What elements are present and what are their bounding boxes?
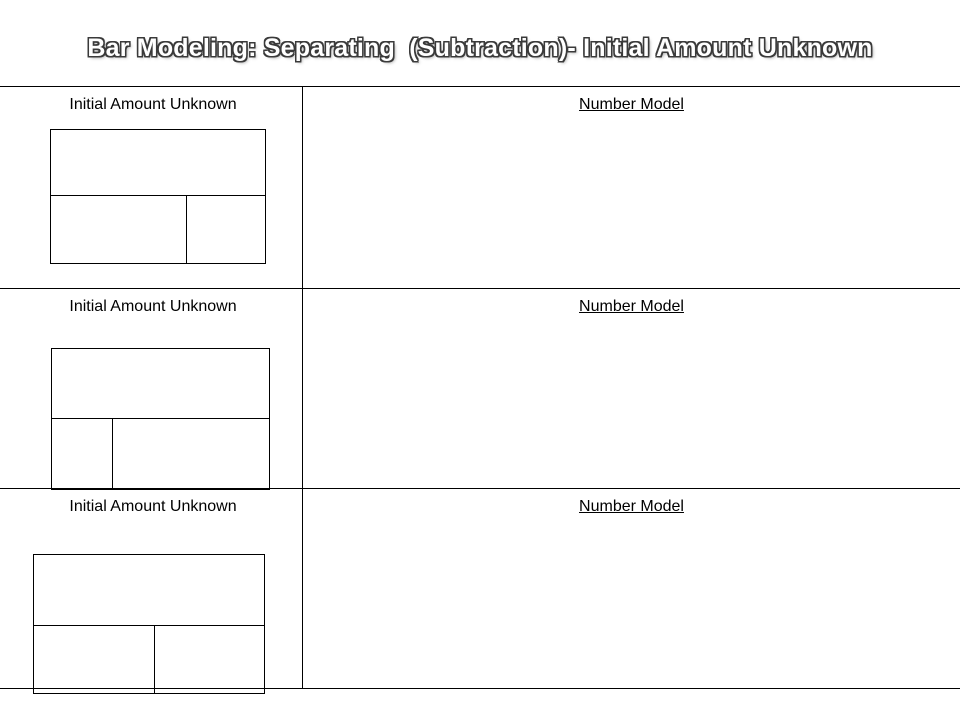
page-title: Bar Modeling: Separating (Subtraction)- Initial Amount Unknown bbox=[87, 34, 873, 62]
bar-horizontal-divider bbox=[50, 195, 266, 196]
bar-vertical-divider bbox=[154, 625, 155, 694]
whole-bar[interactable] bbox=[50, 129, 266, 264]
bar-horizontal-divider bbox=[33, 625, 265, 626]
whole-bar[interactable] bbox=[33, 554, 265, 694]
row-2-number-model-label: Number Model bbox=[579, 298, 684, 315]
row-3-initial-amount-label: Initial Amount Unknown bbox=[69, 498, 237, 515]
whole-bar[interactable] bbox=[51, 348, 270, 490]
bar-horizontal-divider bbox=[51, 418, 270, 419]
row-1-number-model-label: Number Model bbox=[579, 96, 684, 113]
row-divider bbox=[0, 288, 960, 289]
bar-vertical-divider bbox=[186, 195, 187, 264]
row-1-initial-amount-label: Initial Amount Unknown bbox=[69, 96, 237, 113]
bar-vertical-divider bbox=[112, 418, 113, 490]
column-divider bbox=[302, 86, 303, 689]
row-3-number-model-label: Number Model bbox=[579, 498, 684, 515]
table-top-border bbox=[0, 86, 960, 87]
row-2-initial-amount-label: Initial Amount Unknown bbox=[69, 298, 237, 315]
